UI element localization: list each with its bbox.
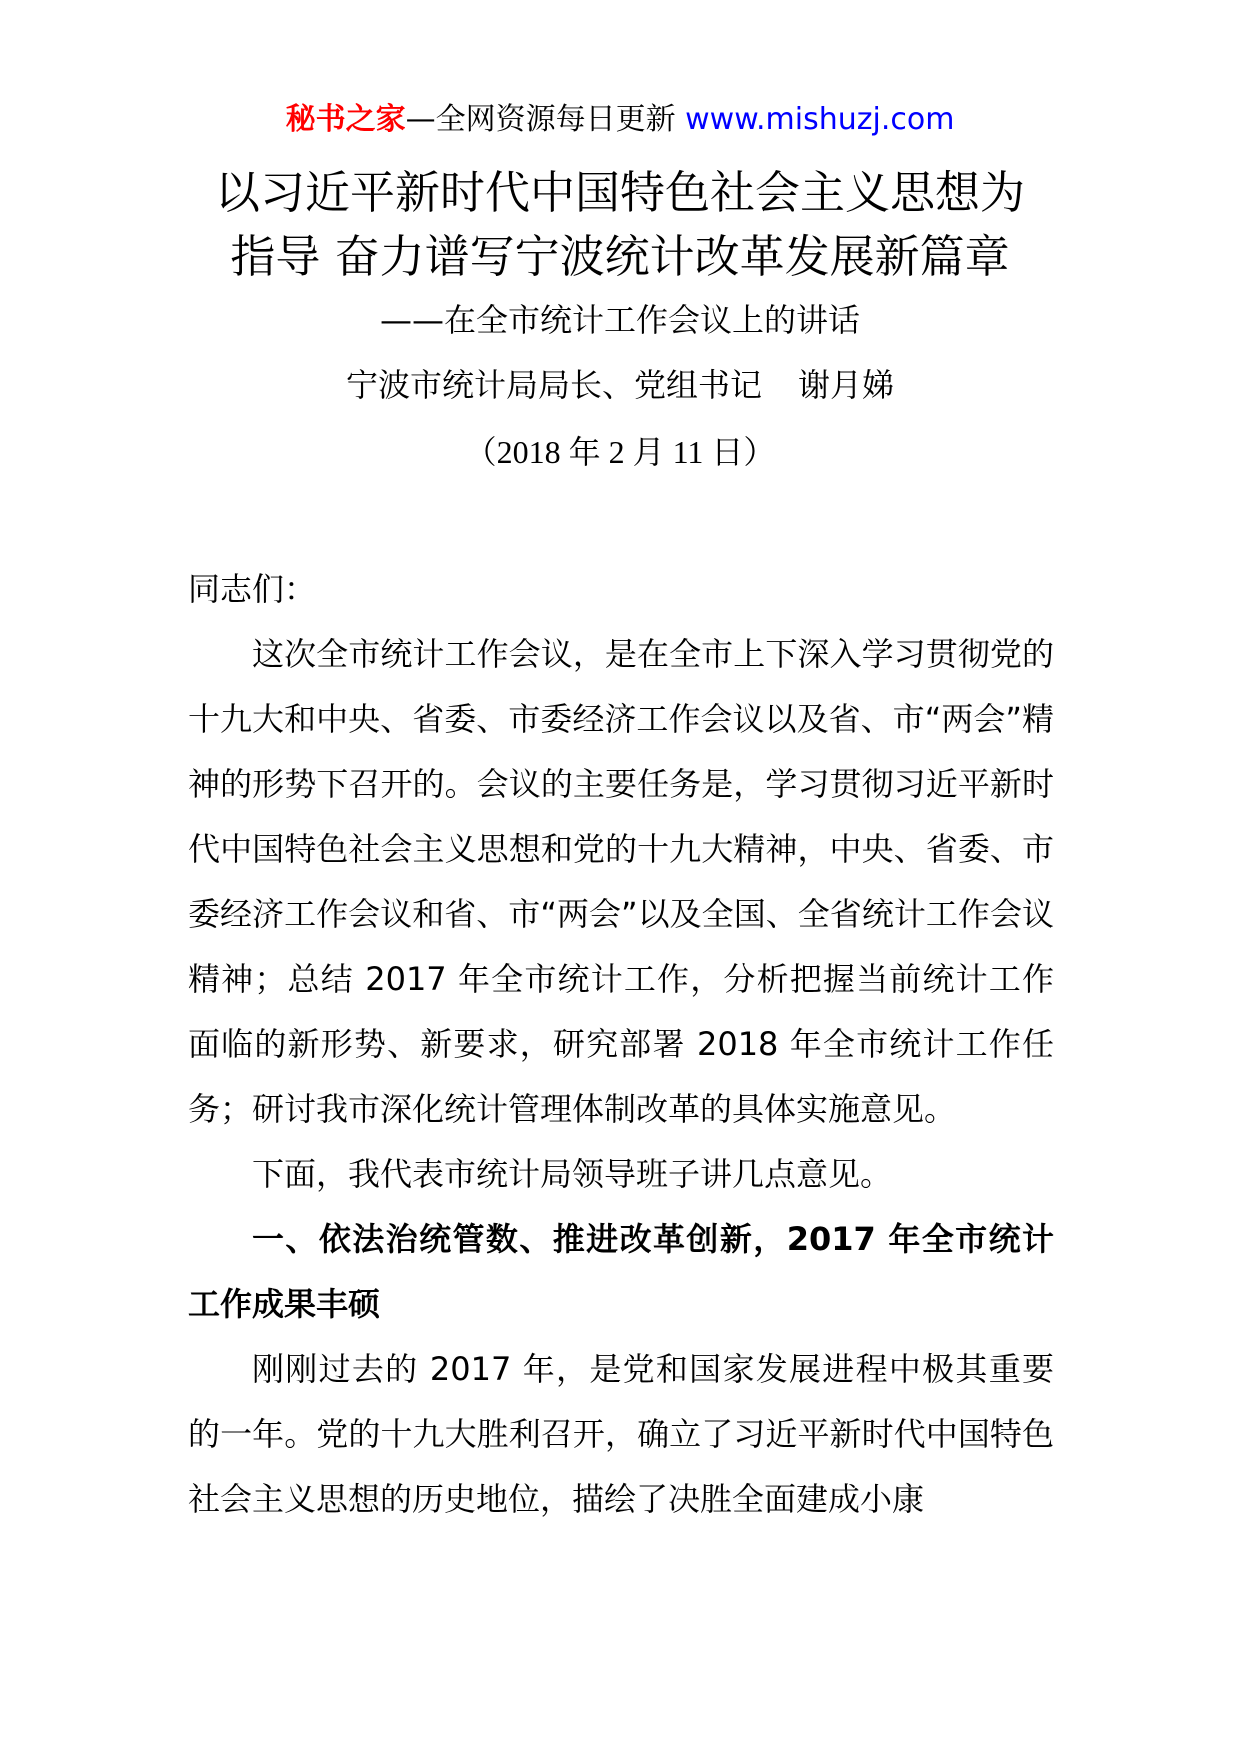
body-paragraph-1: 这次全市统计工作会议，是在全市上下深入学习贯彻党的十九大和中央、省委、市委经济工作会议以及省、市“两会”精神的形势下召开的。会议的主要任务是，学习贯彻习近平新时代中国特色社会主义思想和党的十九大精神，中央、省委、市委经济工作会议和省、市“两会”以及全国、全省统计工作会议精神；总结 2017 年全市统计工作，分析把握当前统计工作面临的新形势、新要求，研究部署 2018 年全市统计工作任务；研讨我市深化统计管理体制改革的具体实施意见。 bbox=[188, 635, 1054, 1128]
author-name: 谢月娣 bbox=[798, 366, 895, 404]
section-heading-1: 一、依法治统管数、推进改革创新，2017 年全市统计工作成果丰硕 bbox=[188, 1220, 1054, 1323]
document-title-line-1: 以习近平新时代中国特色社会主义思想为 bbox=[214, 166, 1025, 219]
document-body bbox=[188, 557, 1054, 1532]
banner-url-link[interactable]: www.mishuzj.com bbox=[685, 102, 955, 137]
document-title-line-2: 指导 奋力谱写宁波统计改革发展新篇章 bbox=[230, 230, 1010, 283]
speech-date: （2018 年 2 月 11 日） bbox=[464, 434, 776, 470]
banner-brand: 秘书之家 bbox=[285, 102, 406, 137]
banner-tagline: —全网资源每日更新 bbox=[405, 102, 686, 137]
salutation: 同志们： bbox=[188, 570, 317, 608]
site-banner bbox=[0, 100, 1240, 140]
document-subtitle: ——在全市统计工作会议上的讲话 bbox=[379, 301, 860, 339]
author-line bbox=[0, 363, 1240, 407]
body-paragraph-3: 刚刚过去的 2017 年，是党和国家发展进程中极其重要的一年。党的十九大胜利召开，确立了习近平新时代中国特色社会主义思想的历史地位，描绘了决胜全面建成小康 bbox=[188, 1350, 1054, 1518]
author-position: 宁波市统计局局长、党组书记 bbox=[345, 366, 762, 404]
body-paragraph-2: 下面，我代表市统计局领导班子讲几点意见。 bbox=[252, 1155, 893, 1193]
